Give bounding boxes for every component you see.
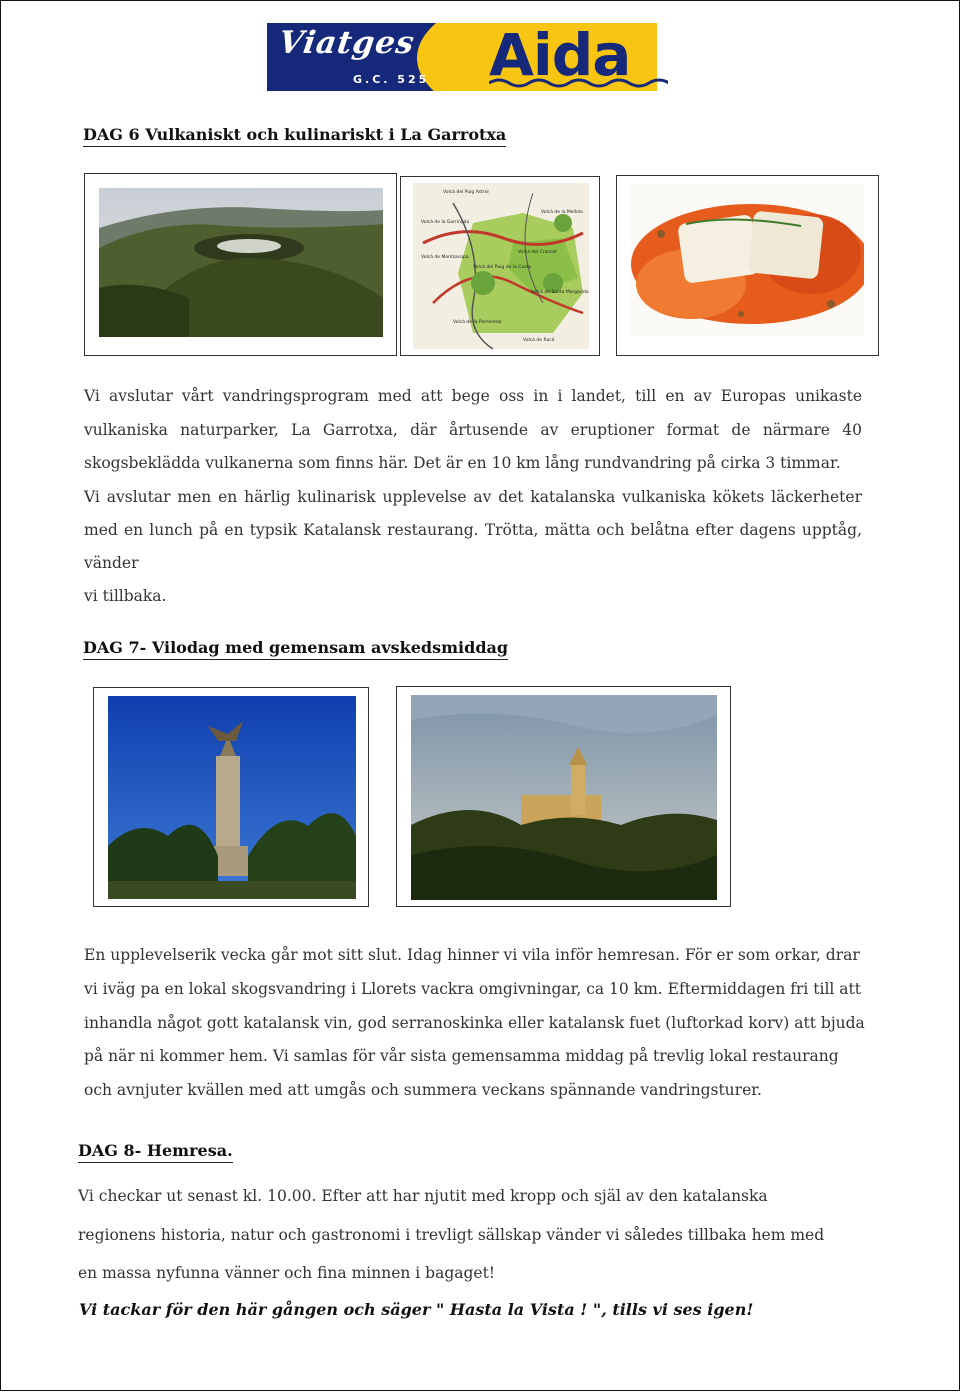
viatges-aida-logo xyxy=(267,23,668,91)
paragraph-line: En upplevelserik vecka går mot sitt slut. Idag hinner vi vila inför hemresan. För er som orkar, drar xyxy=(84,946,860,964)
paragraph-line: vi iväg pa en lokal skogsvandring i Llorets vackra omgivningar, ca 10 km. Eftermiddagen fri till att xyxy=(84,979,862,998)
statue-photo-frame xyxy=(93,687,369,907)
map-label: Volcà de la Pomereda xyxy=(453,320,502,325)
day6-paragraph xyxy=(84,380,862,614)
paragraph-line: vänder xyxy=(84,553,139,572)
paragraph-line: på när ni kommer hem. Vi samlas för vår sista gemensamma middag på trevlig lokal restaurang xyxy=(84,1047,839,1066)
logo-main-text: Aida xyxy=(489,23,631,89)
closing-line: Vi tackar för den här gången och säger " Hasta la Vista ! ", tills vi ses igen! xyxy=(79,1300,754,1319)
garrotxa-trail-map xyxy=(413,183,589,349)
chapel-photo-frame xyxy=(396,686,731,907)
paragraph-line: Vi avslutar vårt vandringsprogram med att bege oss in i landet, till en av Europas unikaste xyxy=(84,387,862,405)
logo-waves xyxy=(489,77,668,89)
day8-heading: DAG 8- Hemresa. xyxy=(78,1141,233,1163)
day7-paragraph xyxy=(84,939,884,1108)
volcano-crater-photo xyxy=(99,188,383,337)
paragraph-line: och avnjuter kvällen med att umgås och summera veckans spännande vandringsturer. xyxy=(84,1081,762,1100)
map-label: Volcà del Croscat xyxy=(518,250,557,255)
paragraph-line: vi tillbaka. xyxy=(84,586,167,605)
paragraph-line: en massa nyfunna vänner och fina minnen i bagaget! xyxy=(78,1264,496,1282)
day6-heading: DAG 6 Vulkaniskt och kulinariskt i La Garrotxa xyxy=(83,125,506,147)
map-label: Volcà de Racó xyxy=(523,338,555,343)
paragraph-line: Vi checkar ut senast kl. 10.00. Efter att har njutit med kropp och själ av den katalanska xyxy=(78,1187,768,1205)
logo-license-text: G.C. 525 xyxy=(353,73,430,86)
paragraph-line: skogsbeklädda vulkanerna som finns här. Det är en 10 km lång rundvandring på cirka 3 timmar. xyxy=(84,454,841,472)
map-label: Volcà de la Mellola xyxy=(541,210,583,215)
garrotxa-map-frame xyxy=(400,176,600,356)
map-label: Volcà del Puig de la Costa xyxy=(473,265,531,270)
chapel-landscape-photo xyxy=(411,695,717,900)
catalan-dish-photo xyxy=(631,184,864,336)
monument-photo xyxy=(108,696,356,899)
map-label: Volcà del Puig Astrol xyxy=(443,190,489,195)
paragraph-line: vulkaniska naturparker, La Garrotxa, där årtusende av eruptioner format de närmare 40 xyxy=(84,420,862,439)
logo-script-text: Viatges xyxy=(276,25,418,61)
paragraph-line: regionens historia, natur och gastronomi i trevligt sällskap vänder vi således tillbaka hem med xyxy=(78,1225,825,1244)
paragraph-line: med en lunch på en typsik Katalansk restaurang. Trötta, mätta och belåtna efter dagens upptåg, xyxy=(84,521,862,539)
day8-paragraph xyxy=(78,1177,878,1293)
map-label: Volcà de Montsacopa xyxy=(421,255,469,260)
map-label: Volcà de Santa Margarida xyxy=(531,290,589,295)
day7-heading: DAG 7- Vilodag med gemensam avskedsmiddag xyxy=(83,638,508,660)
food-photo-frame xyxy=(616,175,879,356)
map-label: Volcà de la Garrinada xyxy=(421,220,470,225)
volcano-photo-frame xyxy=(84,173,397,356)
paragraph-line: inhandla något gott katalansk vin, god serranoskinka eller katalansk fuet (luftorkad korv) att bjuda xyxy=(84,1013,865,1032)
paragraph-line: Vi avslutar men en härlig kulinarisk upplevelse av det katalanska vulkaniska kökets läckerheter xyxy=(84,487,862,506)
